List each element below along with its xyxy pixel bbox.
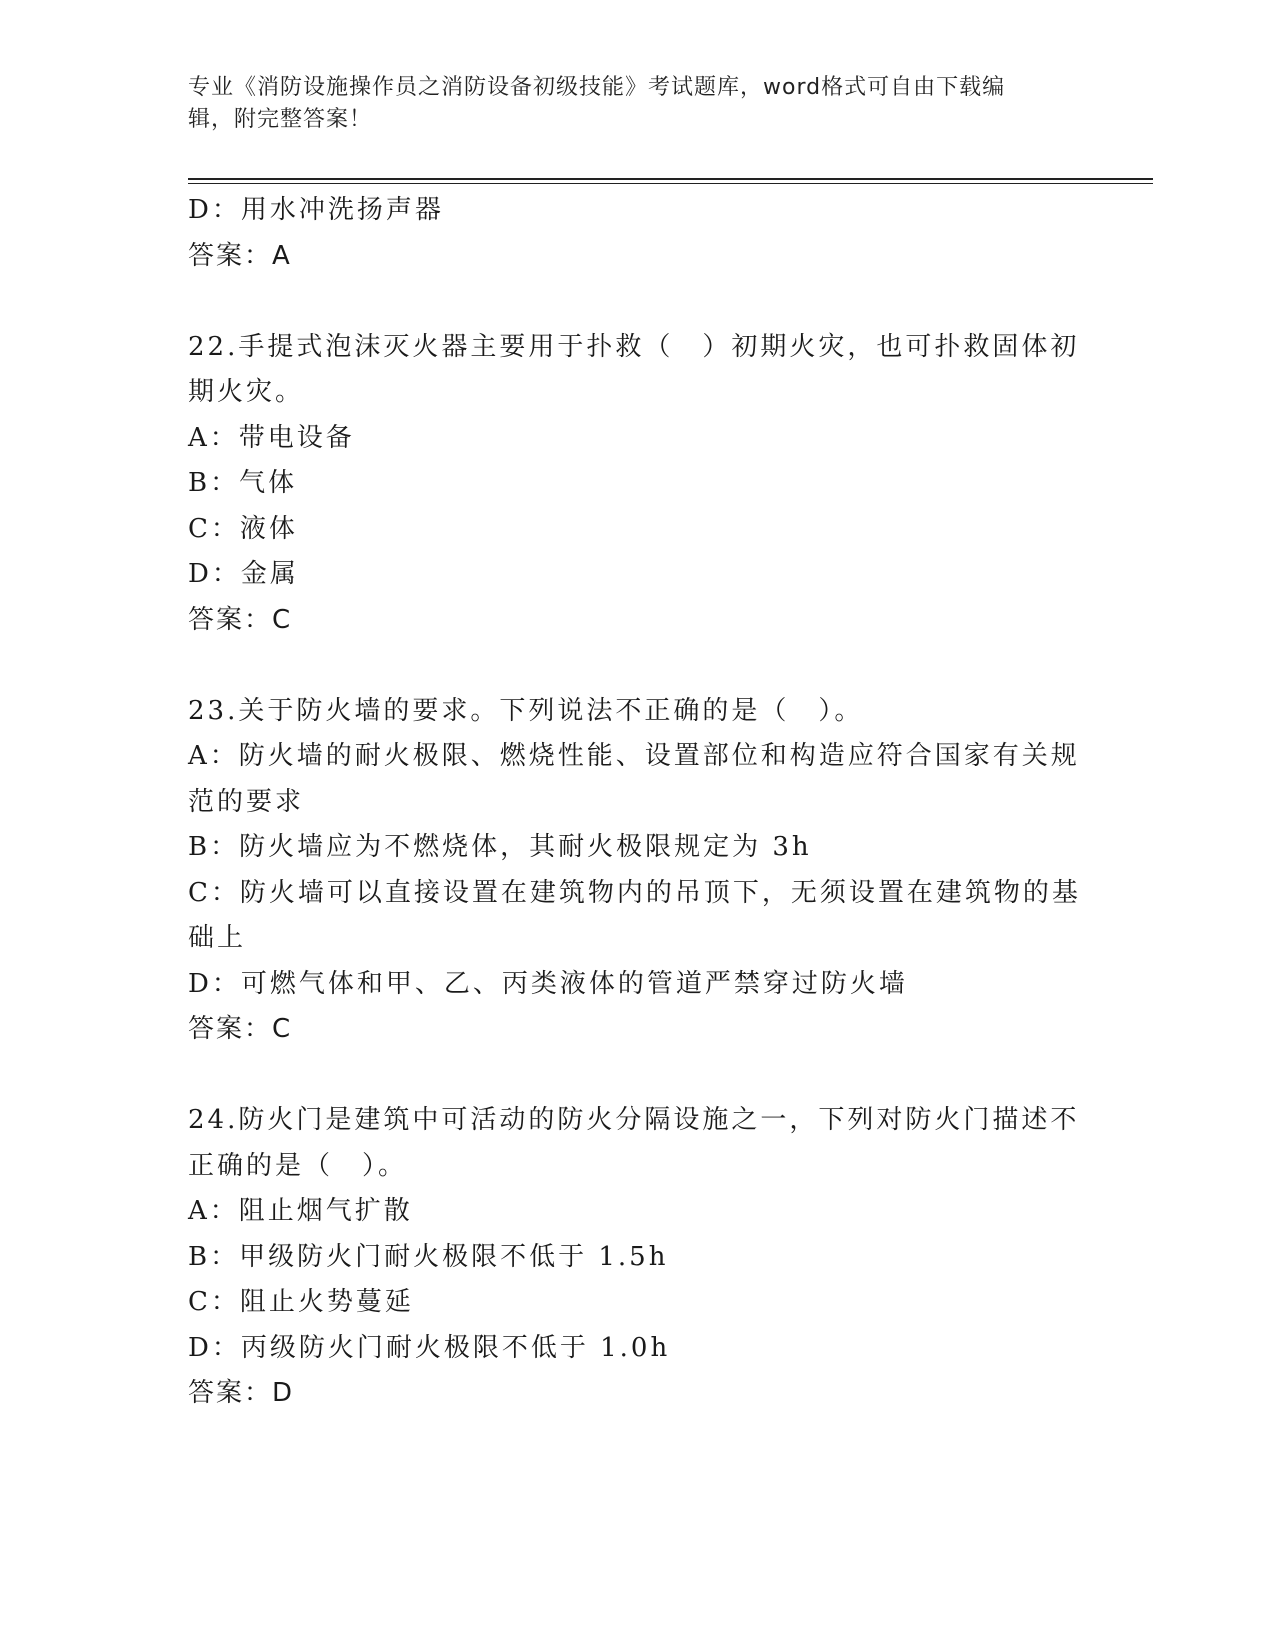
answer-line: 答案：C — [188, 1014, 293, 1044]
spacer — [188, 643, 1088, 689]
question-stem: 22.手提式泡沫灭火器主要用于扑救（ ）初期火灾，也可扑救固体初 — [188, 331, 1080, 362]
question-24 — [188, 1098, 1088, 1417]
question-stem-continued: 期火灾。 — [188, 377, 305, 407]
document-header — [188, 72, 1068, 136]
option-a: A：阻止烟气扩散 — [188, 1196, 413, 1226]
answer-line: 答案：C — [188, 604, 293, 635]
option-d: D：丙级防火门耐火极限不低于 1.0h — [188, 1332, 671, 1363]
header-divider-thin — [188, 183, 1153, 184]
header-divider-thick — [188, 178, 1153, 180]
option-a: A：带电设备 — [188, 422, 355, 453]
question-content — [188, 188, 1088, 1417]
question-23 — [188, 689, 1088, 1053]
header-line-1: 专业《消防设施操作员之消防设备初级技能》考试题库，word格式可自由下载编 — [188, 75, 1006, 100]
option-d: D：金属 — [188, 559, 299, 589]
option-a-continued: 范的要求 — [188, 786, 305, 817]
previous-question-tail — [188, 188, 1088, 279]
spacer — [188, 279, 1088, 325]
answer-line: 答案：D — [188, 1378, 295, 1408]
question-stem-continued: 正确的是（ ）。 — [188, 1150, 408, 1181]
option-d: D：用水冲洗扬声器 — [188, 195, 444, 225]
question-stem: 23.关于防火墙的要求。下列说法不正确的是（ ）。 — [188, 695, 864, 726]
spacer — [188, 1053, 1088, 1099]
option-c: C：液体 — [188, 513, 298, 544]
option-c-continued: 础上 — [188, 923, 247, 953]
option-b: B：防火墙应为不燃烧体，其耐火极限规定为 3h — [188, 832, 812, 862]
option-b: B：甲级防火门耐火极限不低于 1.5h — [188, 1241, 669, 1272]
option-c: C：阻止火势蔓延 — [188, 1287, 414, 1317]
option-b: B：气体 — [188, 468, 298, 498]
option-d: D：可燃气体和甲、乙、丙类液体的管道严禁穿过防火墙 — [188, 968, 908, 999]
question-22 — [188, 325, 1088, 644]
answer-line: 答案：A — [188, 240, 292, 271]
header-line-2: 辑，附完整答案！ — [188, 107, 373, 132]
option-c: C：防火墙可以直接设置在建筑物内的吊顶下，无须设置在建筑物的基 — [188, 877, 1081, 908]
option-a: A：防火墙的耐火极限、燃烧性能、设置部位和构造应符合国家有关规 — [188, 741, 1080, 771]
question-stem: 24.防火门是建筑中可活动的防火分隔设施之一，下列对防火门描述不 — [188, 1105, 1080, 1135]
